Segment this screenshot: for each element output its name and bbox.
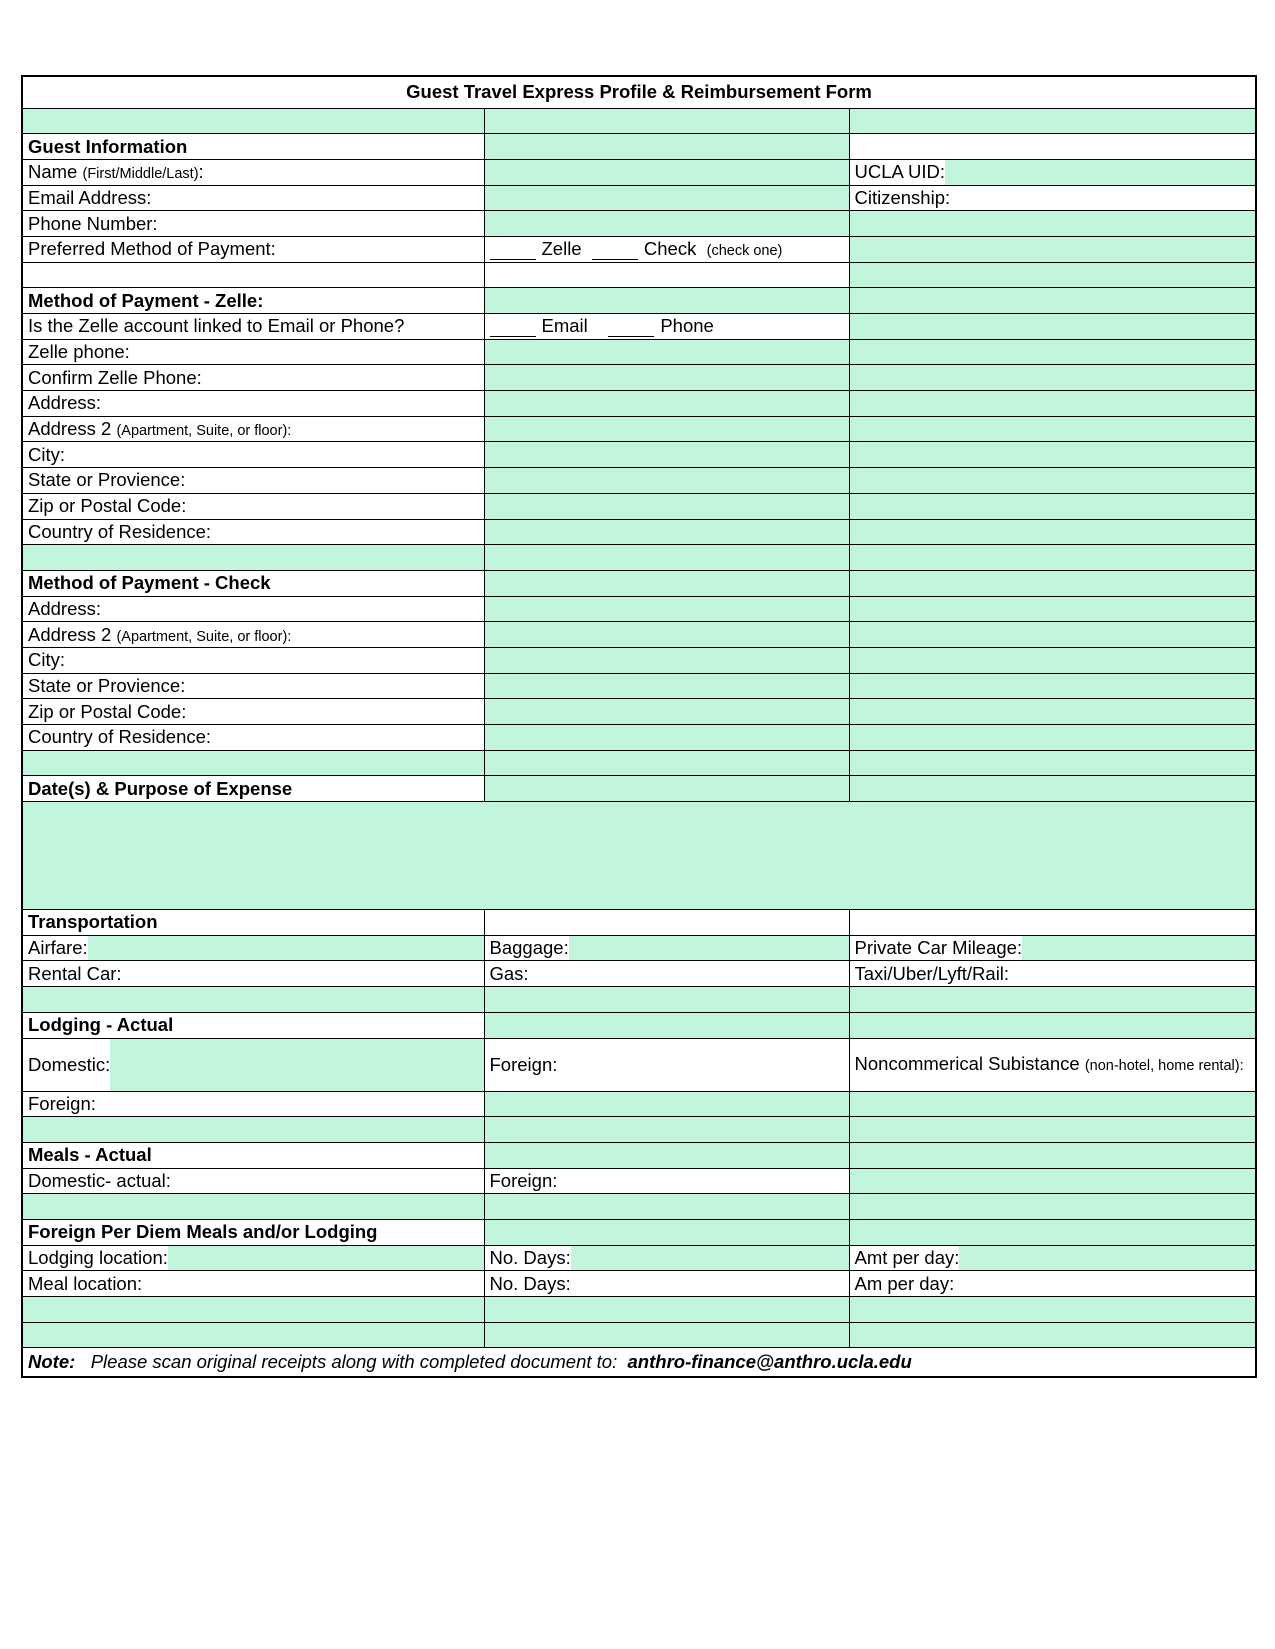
check-address2-label: Address 2 (Apartment, Suite, or floor): — [22, 622, 484, 648]
lodging-foreign2-label: Foreign: — [22, 1091, 484, 1117]
check-address2-field[interactable] — [484, 622, 849, 648]
email-field[interactable] — [484, 185, 849, 211]
note-email[interactable]: anthro-finance@anthro.ucla.edu — [627, 1351, 912, 1373]
lodging-heading: Lodging - Actual — [22, 1012, 484, 1038]
note-row — [22, 1348, 1256, 1377]
zelle-country-field[interactable] — [484, 519, 849, 545]
lodging-domestic-field[interactable] — [110, 1039, 483, 1091]
lodging-days-label: No. Days: — [489, 1246, 571, 1268]
spacer-cell — [22, 108, 484, 134]
rental-car-label: Rental Car: — [22, 961, 484, 987]
check-city-field[interactable] — [484, 647, 849, 673]
perdiem-heading: Foreign Per Diem Meals and/or Lodging — [22, 1219, 484, 1245]
check-address-field[interactable] — [484, 596, 849, 622]
airfare-field[interactable] — [88, 936, 484, 961]
check-address-label: Address: — [22, 596, 484, 622]
zelle-state-label: State or Provience: — [22, 468, 484, 494]
check-zip-label: Zip or Postal Code: — [22, 699, 484, 725]
amt-per-day-label: Amt per day: — [854, 1246, 960, 1268]
check-state-label: State or Provience: — [22, 673, 484, 699]
zelle-zip-field[interactable] — [484, 493, 849, 519]
check-state-field[interactable] — [484, 673, 849, 699]
purpose-field[interactable] — [22, 802, 1256, 910]
noncommercial-label: Noncommerical Subistance (non-hotel, home rental): — [849, 1038, 1256, 1091]
zelle-heading: Method of Payment - Zelle: — [22, 288, 484, 314]
zelle-linked-label: Is the Zelle account linked to Email or Phone? — [22, 314, 484, 340]
form-title: Guest Travel Express Profile & Reimbursement Form — [22, 76, 1256, 108]
mileage-label: Private Car Mileage: — [854, 937, 1023, 959]
lodging-location-label: Lodging location: — [28, 1246, 168, 1268]
amt-per-day-field[interactable] — [959, 1246, 1255, 1271]
check-checkbox[interactable] — [592, 241, 638, 260]
zelle-address2-label: Address 2 (Apartment, Suite, or floor): — [22, 416, 484, 442]
zelle-address-field[interactable] — [484, 391, 849, 417]
zelle-address2-field[interactable] — [484, 416, 849, 442]
meals-heading: Meals - Actual — [22, 1142, 484, 1168]
gas-label: Gas: — [484, 961, 849, 987]
zelle-phone-checkbox[interactable] — [608, 318, 654, 337]
check-country-label: Country of Residence: — [22, 725, 484, 751]
meals-domestic-label: Domestic- actual: — [22, 1168, 484, 1194]
zelle-phone-field[interactable] — [484, 339, 849, 365]
baggage-field[interactable] — [569, 936, 849, 961]
lodging-days-field[interactable] — [571, 1246, 849, 1271]
zelle-linked-options: Email Phone — [484, 314, 849, 340]
check-heading: Method of Payment - Check — [22, 570, 484, 596]
purpose-heading: Date(s) & Purpose of Expense — [22, 776, 484, 802]
zelle-state-field[interactable] — [484, 468, 849, 494]
check-city-label: City: — [22, 647, 484, 673]
zelle-address-label: Address: — [22, 391, 484, 417]
am-per-day-label: Am per day: — [849, 1271, 1256, 1297]
lodging-domestic-label: Domestic: — [28, 1053, 111, 1075]
taxi-label: Taxi/Uber/Lyft/Rail: — [849, 961, 1256, 987]
email-label: Email Address: — [22, 185, 484, 211]
transport-heading: Transportation — [22, 910, 484, 936]
lodging-location-field[interactable] — [168, 1246, 484, 1271]
ucla-uid-label: UCLA UID: — [854, 161, 945, 183]
zelle-country-label: Country of Residence: — [22, 519, 484, 545]
check-zip-field[interactable] — [484, 699, 849, 725]
name-label: Name (First/Middle/Last): — [22, 159, 484, 185]
zelle-email-checkbox[interactable] — [490, 318, 536, 337]
note-label: Note: — [28, 1351, 76, 1373]
airfare-label: Airfare: — [28, 937, 88, 959]
phone-label: Phone Number: — [22, 211, 484, 237]
zelle-confirm-label: Confirm Zelle Phone: — [22, 365, 484, 391]
ucla-uid-field[interactable] — [945, 160, 1255, 185]
preferred-payment-label: Preferred Method of Payment: — [22, 236, 484, 262]
zelle-city-label: City: — [22, 442, 484, 468]
zelle-checkbox[interactable] — [490, 241, 536, 260]
name-field[interactable] — [484, 159, 849, 185]
guest-info-heading: Guest Information — [22, 134, 484, 160]
note-text: Please scan original receipts along with completed document to: — [90, 1351, 618, 1373]
zelle-phone-label: Zelle phone: — [22, 339, 484, 365]
mileage-field[interactable] — [1022, 936, 1255, 961]
citizenship-label: Citizenship: — [849, 185, 1256, 211]
zelle-confirm-field[interactable] — [484, 365, 849, 391]
phone-field[interactable] — [484, 211, 849, 237]
zelle-zip-label: Zip or Postal Code: — [22, 493, 484, 519]
check-country-field[interactable] — [484, 725, 849, 751]
meals-foreign-label: Foreign: — [484, 1168, 849, 1194]
meal-location-label: Meal location: — [22, 1271, 484, 1297]
preferred-payment-options: Zelle Check (check one) — [484, 236, 849, 262]
lodging-foreign-label: Foreign: — [484, 1038, 849, 1091]
meal-days-label: No. Days: — [484, 1271, 849, 1297]
reimbursement-form — [21, 75, 1257, 1378]
baggage-label: Baggage: — [489, 937, 569, 959]
zelle-city-field[interactable] — [484, 442, 849, 468]
